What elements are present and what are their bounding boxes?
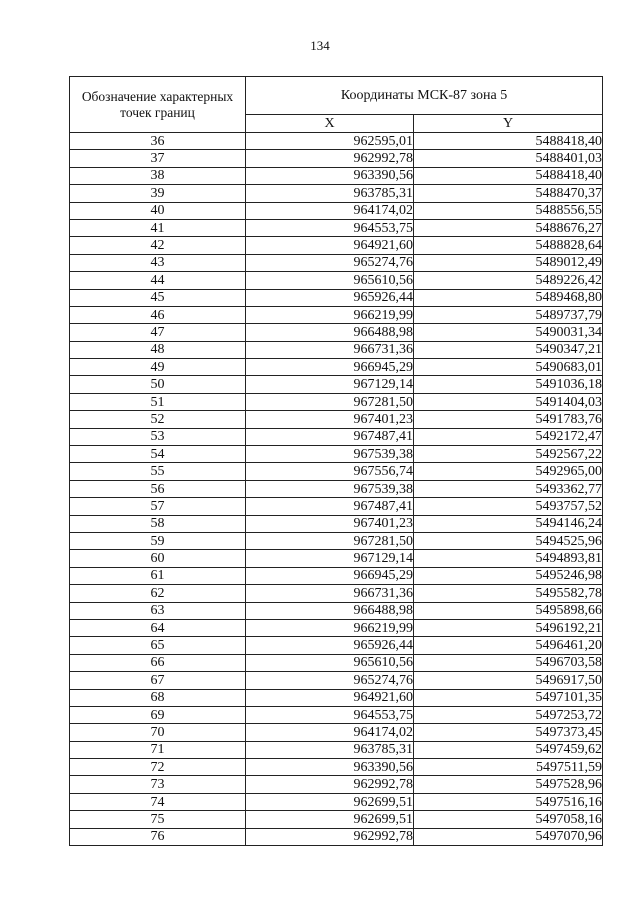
x-coordinate-cell: 967129,14 [246, 550, 414, 567]
x-coordinate-cell: 967281,50 [246, 393, 414, 410]
table-row [70, 167, 603, 184]
point-number-cell: 53 [70, 428, 246, 445]
y-coordinate-cell: 5495898,66 [414, 602, 603, 619]
x-coordinate-cell: 965926,44 [246, 289, 414, 306]
y-coordinate-cell: 5496917,50 [414, 672, 603, 689]
header-coordinate-system: Координаты МСК-87 зона 5 [246, 77, 603, 115]
y-coordinate-cell: 5493757,52 [414, 498, 603, 515]
y-coordinate-cell: 5488401,03 [414, 150, 603, 167]
point-number-cell: 48 [70, 341, 246, 358]
y-coordinate-cell: 5489468,80 [414, 289, 603, 306]
x-coordinate-cell: 966945,29 [246, 359, 414, 376]
y-coordinate-cell: 5494893,81 [414, 550, 603, 567]
page-number: 134 [310, 38, 330, 53]
point-number-cell: 57 [70, 498, 246, 515]
table-row [70, 185, 603, 202]
y-coordinate-cell: 5488418,40 [414, 133, 603, 150]
x-coordinate-cell: 966731,36 [246, 585, 414, 602]
table-row [70, 550, 603, 567]
y-coordinate-cell: 5496461,20 [414, 637, 603, 654]
point-number-cell: 46 [70, 306, 246, 323]
table-row [70, 776, 603, 793]
x-coordinate-cell: 965926,44 [246, 637, 414, 654]
table-row [70, 654, 603, 671]
x-coordinate-cell: 964921,60 [246, 689, 414, 706]
x-coordinate-cell: 962699,51 [246, 793, 414, 810]
x-coordinate-cell: 966488,98 [246, 602, 414, 619]
x-coordinate-cell: 966945,29 [246, 567, 414, 584]
table-row [70, 741, 603, 758]
y-coordinate-cell: 5493362,77 [414, 480, 603, 497]
point-number-cell: 68 [70, 689, 246, 706]
y-coordinate-cell: 5497459,62 [414, 741, 603, 758]
table-row [70, 706, 603, 723]
x-coordinate-cell: 962992,78 [246, 150, 414, 167]
point-number-cell: 59 [70, 532, 246, 549]
y-coordinate-cell: 5497070,96 [414, 828, 603, 845]
point-number-cell: 44 [70, 272, 246, 289]
y-coordinate-cell: 5488676,27 [414, 219, 603, 236]
y-coordinate-cell: 5488556,55 [414, 202, 603, 219]
table-row [70, 759, 603, 776]
table-row [70, 359, 603, 376]
point-number-cell: 39 [70, 185, 246, 202]
x-coordinate-cell: 967539,38 [246, 480, 414, 497]
point-number-cell: 55 [70, 463, 246, 480]
x-coordinate-cell: 967281,50 [246, 532, 414, 549]
point-number-cell: 74 [70, 793, 246, 810]
point-number-cell: 65 [70, 637, 246, 654]
x-coordinate-cell: 965274,76 [246, 254, 414, 271]
header-x: X [246, 115, 414, 133]
y-coordinate-cell: 5490683,01 [414, 359, 603, 376]
x-coordinate-cell: 962992,78 [246, 828, 414, 845]
point-number-cell: 61 [70, 567, 246, 584]
table-row [70, 237, 603, 254]
point-number-cell: 49 [70, 359, 246, 376]
y-coordinate-cell: 5496703,58 [414, 654, 603, 671]
x-coordinate-cell: 966731,36 [246, 341, 414, 358]
x-coordinate-cell: 967487,41 [246, 428, 414, 445]
point-number-cell: 42 [70, 237, 246, 254]
y-coordinate-cell: 5489737,79 [414, 306, 603, 323]
y-coordinate-cell: 5491783,76 [414, 411, 603, 428]
x-coordinate-cell: 963390,56 [246, 167, 414, 184]
point-number-cell: 76 [70, 828, 246, 845]
y-coordinate-cell: 5497511,59 [414, 759, 603, 776]
y-coordinate-cell: 5488418,40 [414, 167, 603, 184]
coordinates-table [69, 76, 603, 846]
table-row [70, 306, 603, 323]
x-coordinate-cell: 964174,02 [246, 724, 414, 741]
y-coordinate-cell: 5490347,21 [414, 341, 603, 358]
point-number-cell: 64 [70, 619, 246, 636]
table-row [70, 811, 603, 828]
x-coordinate-cell: 967401,23 [246, 515, 414, 532]
table-row [70, 515, 603, 532]
y-coordinate-cell: 5492965,00 [414, 463, 603, 480]
x-coordinate-cell: 962595,01 [246, 133, 414, 150]
x-coordinate-cell: 967556,74 [246, 463, 414, 480]
point-number-cell: 71 [70, 741, 246, 758]
point-number-cell: 73 [70, 776, 246, 793]
point-number-cell: 52 [70, 411, 246, 428]
point-number-cell: 41 [70, 219, 246, 236]
y-coordinate-cell: 5492172,47 [414, 428, 603, 445]
y-coordinate-cell: 5492567,22 [414, 446, 603, 463]
y-coordinate-cell: 5497516,16 [414, 793, 603, 810]
table-row [70, 828, 603, 845]
x-coordinate-cell: 967487,41 [246, 498, 414, 515]
y-coordinate-cell: 5497253,72 [414, 706, 603, 723]
point-number-cell: 54 [70, 446, 246, 463]
table-row [70, 793, 603, 810]
point-number-cell: 66 [70, 654, 246, 671]
y-coordinate-cell: 5495582,78 [414, 585, 603, 602]
table-row [70, 637, 603, 654]
table-row [70, 411, 603, 428]
y-coordinate-cell: 5491404,03 [414, 393, 603, 410]
table-row [70, 133, 603, 150]
y-coordinate-cell: 5488828,64 [414, 237, 603, 254]
point-number-cell: 51 [70, 393, 246, 410]
table-row [70, 272, 603, 289]
table-row [70, 376, 603, 393]
table-row [70, 289, 603, 306]
table-row [70, 446, 603, 463]
y-coordinate-cell: 5497528,96 [414, 776, 603, 793]
table-row [70, 202, 603, 219]
point-number-cell: 70 [70, 724, 246, 741]
y-coordinate-cell: 5497373,45 [414, 724, 603, 741]
y-coordinate-cell: 5494525,96 [414, 532, 603, 549]
table-row [70, 619, 603, 636]
point-number-cell: 62 [70, 585, 246, 602]
x-coordinate-cell: 962699,51 [246, 811, 414, 828]
table-row [70, 428, 603, 445]
table-row [70, 672, 603, 689]
point-number-cell: 75 [70, 811, 246, 828]
point-number-cell: 38 [70, 167, 246, 184]
x-coordinate-cell: 964921,60 [246, 237, 414, 254]
header-points: Обозначение характерных точек границ [70, 77, 246, 133]
table-row [70, 324, 603, 341]
table-row [70, 724, 603, 741]
x-coordinate-cell: 965610,56 [246, 272, 414, 289]
y-coordinate-cell: 5497058,16 [414, 811, 603, 828]
point-number-cell: 50 [70, 376, 246, 393]
y-coordinate-cell: 5497101,35 [414, 689, 603, 706]
x-coordinate-cell: 967129,14 [246, 376, 414, 393]
table-row [70, 150, 603, 167]
table-row [70, 463, 603, 480]
point-number-cell: 69 [70, 706, 246, 723]
point-number-cell: 56 [70, 480, 246, 497]
x-coordinate-cell: 966488,98 [246, 324, 414, 341]
x-coordinate-cell: 967401,23 [246, 411, 414, 428]
x-coordinate-cell: 966219,99 [246, 619, 414, 636]
table-row [70, 254, 603, 271]
point-number-cell: 58 [70, 515, 246, 532]
x-coordinate-cell: 963785,31 [246, 185, 414, 202]
x-coordinate-cell: 965610,56 [246, 654, 414, 671]
table-row [70, 602, 603, 619]
point-number-cell: 47 [70, 324, 246, 341]
x-coordinate-cell: 962992,78 [246, 776, 414, 793]
y-coordinate-cell: 5489226,42 [414, 272, 603, 289]
x-coordinate-cell: 964553,75 [246, 706, 414, 723]
table-header [70, 77, 603, 133]
y-coordinate-cell: 5488470,37 [414, 185, 603, 202]
table-row [70, 480, 603, 497]
point-number-cell: 60 [70, 550, 246, 567]
point-number-cell: 72 [70, 759, 246, 776]
point-number-cell: 63 [70, 602, 246, 619]
x-coordinate-cell: 963785,31 [246, 741, 414, 758]
header-y: Y [414, 115, 603, 133]
y-coordinate-cell: 5491036,18 [414, 376, 603, 393]
table-row [70, 498, 603, 515]
point-number-cell: 40 [70, 202, 246, 219]
y-coordinate-cell: 5490031,34 [414, 324, 603, 341]
x-coordinate-cell: 963390,56 [246, 759, 414, 776]
x-coordinate-cell: 967539,38 [246, 446, 414, 463]
x-coordinate-cell: 966219,99 [246, 306, 414, 323]
header-row-top [70, 77, 603, 115]
x-coordinate-cell: 965274,76 [246, 672, 414, 689]
y-coordinate-cell: 5495246,98 [414, 567, 603, 584]
point-number-cell: 37 [70, 150, 246, 167]
table-body [70, 133, 603, 846]
point-number-cell: 36 [70, 133, 246, 150]
x-coordinate-cell: 964174,02 [246, 202, 414, 219]
table-row [70, 532, 603, 549]
point-number-cell: 67 [70, 672, 246, 689]
table-row [70, 567, 603, 584]
x-coordinate-cell: 964553,75 [246, 219, 414, 236]
table-row [70, 219, 603, 236]
y-coordinate-cell: 5494146,24 [414, 515, 603, 532]
y-coordinate-cell: 5496192,21 [414, 619, 603, 636]
table-row [70, 341, 603, 358]
point-number-cell: 43 [70, 254, 246, 271]
point-number-cell: 45 [70, 289, 246, 306]
y-coordinate-cell: 5489012,49 [414, 254, 603, 271]
table-row [70, 393, 603, 410]
table-row [70, 585, 603, 602]
table-row [70, 689, 603, 706]
